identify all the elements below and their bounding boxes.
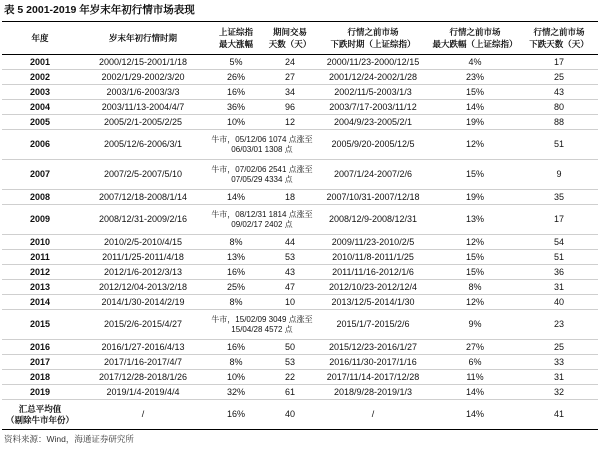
header-line: 下跌时期（上证综指） bbox=[330, 39, 416, 49]
header-line: 年度 bbox=[31, 33, 49, 43]
max-gain-cell: 16% bbox=[208, 400, 264, 430]
summary-row bbox=[2, 400, 598, 430]
summary-label-line: 汇总平均值 bbox=[18, 403, 62, 414]
prior-decline-period-cell: 2010/11/8-2011/1/25 bbox=[316, 250, 430, 265]
prior-max-decline-cell: 4% bbox=[430, 55, 520, 70]
max-gain-cell: 5% bbox=[208, 55, 264, 70]
year-cell: 2018 bbox=[2, 370, 78, 385]
bull-market-note-line: 牛市，07/02/06 2541 点涨至 bbox=[211, 164, 313, 174]
prior-decline-days-cell: 25 bbox=[520, 70, 598, 85]
prior-decline-days-cell: 36 bbox=[520, 265, 598, 280]
trading-days-cell: 24 bbox=[264, 55, 316, 70]
prior-decline-days-cell: 41 bbox=[520, 400, 598, 430]
table-row bbox=[2, 160, 598, 190]
header-line: 行情之前市场 bbox=[347, 27, 399, 37]
prior-max-decline-cell: 13% bbox=[430, 205, 520, 235]
prior-decline-period-cell: 2008/12/9-2008/12/31 bbox=[316, 205, 430, 235]
prior-max-decline-cell: 12% bbox=[430, 295, 520, 310]
prior-max-decline-cell: 14% bbox=[430, 385, 520, 400]
prior-decline-period-cell: 2015/12/23-2016/1/27 bbox=[316, 340, 430, 355]
prior-decline-days-cell: 9 bbox=[520, 160, 598, 190]
year-cell: 2007 bbox=[2, 160, 78, 190]
header-line: 天数（天） bbox=[268, 39, 312, 49]
year-cell: 2002 bbox=[2, 70, 78, 85]
period-cell: 2005/2/1-2005/2/25 bbox=[78, 115, 208, 130]
table-row bbox=[2, 265, 598, 280]
prior-max-decline-cell: 27% bbox=[430, 340, 520, 355]
max-gain-cell: 26% bbox=[208, 70, 264, 85]
header-trading-days bbox=[264, 22, 316, 55]
table-row bbox=[2, 235, 598, 250]
bull-market-note bbox=[208, 160, 316, 190]
period-cell: 2003/11/13-2004/4/7 bbox=[78, 100, 208, 115]
trading-days-cell: 53 bbox=[264, 355, 316, 370]
prior-max-decline-cell: 23% bbox=[430, 70, 520, 85]
trading-days-cell: 43 bbox=[264, 265, 316, 280]
prior-decline-days-cell: 25 bbox=[520, 340, 598, 355]
trading-days-cell: 22 bbox=[264, 370, 316, 385]
prior-max-decline-cell: 9% bbox=[430, 310, 520, 340]
table-row bbox=[2, 280, 598, 295]
period-cell: 2017/1/16-2017/4/7 bbox=[78, 355, 208, 370]
trading-days-cell: 61 bbox=[264, 385, 316, 400]
header-line: 下跌天数（天） bbox=[529, 39, 589, 49]
year-cell: 2013 bbox=[2, 280, 78, 295]
table-row bbox=[2, 355, 598, 370]
period-cell: 2005/12/6-2006/3/1 bbox=[78, 130, 208, 160]
bull-market-note-line: 06/03/01 1308 点 bbox=[231, 144, 293, 154]
period-cell: 2002/1/29-2002/3/20 bbox=[78, 70, 208, 85]
period-cell: 2003/1/6-2003/3/3 bbox=[78, 85, 208, 100]
header-line: 行情之前市场 bbox=[449, 27, 501, 37]
prior-decline-days-cell: 31 bbox=[520, 370, 598, 385]
max-gain-cell: 10% bbox=[208, 370, 264, 385]
prior-decline-days-cell: 32 bbox=[520, 385, 598, 400]
summary-section bbox=[2, 400, 598, 430]
table-row bbox=[2, 385, 598, 400]
prior-max-decline-cell: 19% bbox=[430, 190, 520, 205]
prior-decline-period-cell: 2009/11/23-2010/2/5 bbox=[316, 235, 430, 250]
header-line: 行情之前市场 bbox=[533, 27, 585, 37]
table-row bbox=[2, 100, 598, 115]
trading-days-cell: 10 bbox=[264, 295, 316, 310]
table-row bbox=[2, 130, 598, 160]
prior-max-decline-cell: 12% bbox=[430, 130, 520, 160]
prior-decline-days-cell: 31 bbox=[520, 280, 598, 295]
prior-decline-period-cell: 2016/11/30-2017/1/16 bbox=[316, 355, 430, 370]
max-gain-cell: 8% bbox=[208, 235, 264, 250]
year-cell: 2015 bbox=[2, 310, 78, 340]
prior-max-decline-cell: 15% bbox=[430, 250, 520, 265]
year-cell: 2003 bbox=[2, 85, 78, 100]
year-cell: 2011 bbox=[2, 250, 78, 265]
prior-max-decline-cell: 14% bbox=[430, 400, 520, 430]
prior-max-decline-cell: 19% bbox=[430, 115, 520, 130]
prior-decline-period-cell: 2011/11/16-2012/1/6 bbox=[316, 265, 430, 280]
header-line: 最大跌幅（上证综指） bbox=[432, 39, 518, 49]
period-cell: 2016/1/27-2016/4/13 bbox=[78, 340, 208, 355]
year-cell: 2014 bbox=[2, 295, 78, 310]
period-cell: 2008/12/31-2009/2/16 bbox=[78, 205, 208, 235]
year-cell: 2004 bbox=[2, 100, 78, 115]
table-row bbox=[2, 340, 598, 355]
prior-decline-days-cell: 43 bbox=[520, 85, 598, 100]
period-cell: 2007/2/5-2007/5/10 bbox=[78, 160, 208, 190]
market-performance-table bbox=[2, 21, 598, 430]
max-gain-cell: 16% bbox=[208, 265, 264, 280]
max-gain-cell: 10% bbox=[208, 115, 264, 130]
header-rally-period bbox=[78, 22, 208, 55]
prior-max-decline-cell: 11% bbox=[430, 370, 520, 385]
bull-market-note-line: 09/02/17 2402 点 bbox=[231, 219, 293, 229]
bull-market-note-line: 牛市，08/12/31 1814 点涨至 bbox=[211, 209, 313, 219]
prior-decline-days-cell: 33 bbox=[520, 355, 598, 370]
year-cell: 2010 bbox=[2, 235, 78, 250]
prior-decline-period-cell: / bbox=[316, 400, 430, 430]
header-prior-decline-period bbox=[316, 22, 430, 55]
year-cell: 2006 bbox=[2, 130, 78, 160]
prior-decline-days-cell: 51 bbox=[520, 250, 598, 265]
period-cell: 2007/12/18-2008/1/14 bbox=[78, 190, 208, 205]
table-body bbox=[2, 55, 598, 400]
year-cell: 2017 bbox=[2, 355, 78, 370]
prior-decline-days-cell: 35 bbox=[520, 190, 598, 205]
prior-max-decline-cell: 15% bbox=[430, 265, 520, 280]
prior-decline-period-cell: 2018/9/28-2019/1/3 bbox=[316, 385, 430, 400]
trading-days-cell: 96 bbox=[264, 100, 316, 115]
prior-max-decline-cell: 6% bbox=[430, 355, 520, 370]
max-gain-cell: 8% bbox=[208, 295, 264, 310]
max-gain-cell: 16% bbox=[208, 85, 264, 100]
header-line: 上证综指 bbox=[218, 27, 253, 37]
prior-decline-period-cell: 2007/10/31-2007/12/18 bbox=[316, 190, 430, 205]
period-cell: 2012/12/04-2013/2/18 bbox=[78, 280, 208, 295]
period-cell: / bbox=[78, 400, 208, 430]
year-cell: 2019 bbox=[2, 385, 78, 400]
year-cell: 2009 bbox=[2, 205, 78, 235]
prior-max-decline-cell: 8% bbox=[430, 280, 520, 295]
prior-decline-days-cell: 17 bbox=[520, 205, 598, 235]
bull-market-note bbox=[208, 130, 316, 160]
header-year bbox=[2, 22, 78, 55]
trading-days-cell: 40 bbox=[264, 400, 316, 430]
table-row bbox=[2, 55, 598, 70]
prior-decline-days-cell: 23 bbox=[520, 310, 598, 340]
year-cell: 2012 bbox=[2, 265, 78, 280]
header-line: 最大涨幅 bbox=[218, 39, 253, 49]
year-cell: 2016 bbox=[2, 340, 78, 355]
trading-days-cell: 27 bbox=[264, 70, 316, 85]
trading-days-cell: 44 bbox=[264, 235, 316, 250]
bull-market-note bbox=[208, 205, 316, 235]
data-source-note: 资料来源：Wind，海通证券研究所 bbox=[4, 434, 134, 444]
header-row bbox=[2, 22, 598, 55]
max-gain-cell: 16% bbox=[208, 340, 264, 355]
table-row bbox=[2, 70, 598, 85]
prior-decline-days-cell: 80 bbox=[520, 100, 598, 115]
prior-max-decline-cell: 14% bbox=[430, 100, 520, 115]
max-gain-cell: 36% bbox=[208, 100, 264, 115]
prior-decline-days-cell: 88 bbox=[520, 115, 598, 130]
bull-market-note bbox=[208, 310, 316, 340]
period-cell: 2011/1/25-2011/4/18 bbox=[78, 250, 208, 265]
year-cell: 2005 bbox=[2, 115, 78, 130]
bull-market-note-line: 15/04/28 4572 点 bbox=[231, 324, 293, 334]
prior-decline-period-cell: 2007/1/24-2007/2/6 bbox=[316, 160, 430, 190]
max-gain-cell: 32% bbox=[208, 385, 264, 400]
prior-decline-period-cell: 2005/9/20-2005/12/5 bbox=[316, 130, 430, 160]
prior-decline-days-cell: 40 bbox=[520, 295, 598, 310]
period-cell: 2019/1/4-2019/4/4 bbox=[78, 385, 208, 400]
prior-decline-period-cell: 2013/12/5-2014/1/30 bbox=[316, 295, 430, 310]
trading-days-cell: 12 bbox=[264, 115, 316, 130]
max-gain-cell: 14% bbox=[208, 190, 264, 205]
table-title: 表 5 2001-2019 年岁末年初行情市场表现 bbox=[4, 4, 195, 16]
header-line: 期间交易 bbox=[272, 27, 307, 37]
table-row bbox=[2, 295, 598, 310]
prior-decline-period-cell: 2003/7/17-2003/11/12 bbox=[316, 100, 430, 115]
prior-decline-period-cell: 2000/11/23-2000/12/15 bbox=[316, 55, 430, 70]
prior-decline-period-cell: 2001/12/24-2002/1/28 bbox=[316, 70, 430, 85]
prior-decline-period-cell: 2015/1/7-2015/2/6 bbox=[316, 310, 430, 340]
trading-days-cell: 18 bbox=[264, 190, 316, 205]
table-row bbox=[2, 85, 598, 100]
header-line: 岁末年初行情时期 bbox=[108, 33, 177, 43]
period-cell: 2015/2/6-2015/4/27 bbox=[78, 310, 208, 340]
period-cell: 2014/1/30-2014/2/19 bbox=[78, 295, 208, 310]
table-row bbox=[2, 250, 598, 265]
trading-days-cell: 53 bbox=[264, 250, 316, 265]
period-cell: 2010/2/5-2010/4/15 bbox=[78, 235, 208, 250]
summary-label-cell bbox=[2, 400, 78, 430]
bull-market-note-line: 牛市，05/12/06 1074 点涨至 bbox=[211, 134, 313, 144]
max-gain-cell: 25% bbox=[208, 280, 264, 295]
table-header bbox=[2, 22, 598, 55]
year-cell: 2008 bbox=[2, 190, 78, 205]
header-prior-decline-days bbox=[520, 22, 598, 55]
prior-decline-period-cell: 2004/9/23-2005/2/1 bbox=[316, 115, 430, 130]
period-cell: 2017/12/28-2018/1/26 bbox=[78, 370, 208, 385]
prior-max-decline-cell: 15% bbox=[430, 160, 520, 190]
prior-decline-days-cell: 17 bbox=[520, 55, 598, 70]
prior-max-decline-cell: 12% bbox=[430, 235, 520, 250]
max-gain-cell: 13% bbox=[208, 250, 264, 265]
bull-market-note-line: 牛市，15/02/09 3049 点涨至 bbox=[211, 314, 313, 324]
table-row bbox=[2, 115, 598, 130]
trading-days-cell: 47 bbox=[264, 280, 316, 295]
table-row bbox=[2, 205, 598, 235]
table-row bbox=[2, 370, 598, 385]
table-row bbox=[2, 310, 598, 340]
max-gain-cell: 8% bbox=[208, 355, 264, 370]
prior-decline-period-cell: 2017/11/14-2017/12/28 bbox=[316, 370, 430, 385]
header-prior-max-decline bbox=[430, 22, 520, 55]
prior-decline-days-cell: 51 bbox=[520, 130, 598, 160]
prior-max-decline-cell: 15% bbox=[430, 85, 520, 100]
prior-decline-days-cell: 54 bbox=[520, 235, 598, 250]
header-max-gain bbox=[208, 22, 264, 55]
trading-days-cell: 34 bbox=[264, 85, 316, 100]
summary-label-line: （剔除牛市年份） bbox=[5, 414, 74, 425]
year-cell: 2001 bbox=[2, 55, 78, 70]
period-cell: 2000/12/15-2001/1/18 bbox=[78, 55, 208, 70]
trading-days-cell: 50 bbox=[264, 340, 316, 355]
prior-decline-period-cell: 2012/10/23-2012/12/4 bbox=[316, 280, 430, 295]
period-cell: 2012/1/6-2012/3/13 bbox=[78, 265, 208, 280]
prior-decline-period-cell: 2002/11/5-2003/1/3 bbox=[316, 85, 430, 100]
table-row bbox=[2, 190, 598, 205]
bull-market-note-line: 07/05/29 4334 点 bbox=[231, 174, 293, 184]
